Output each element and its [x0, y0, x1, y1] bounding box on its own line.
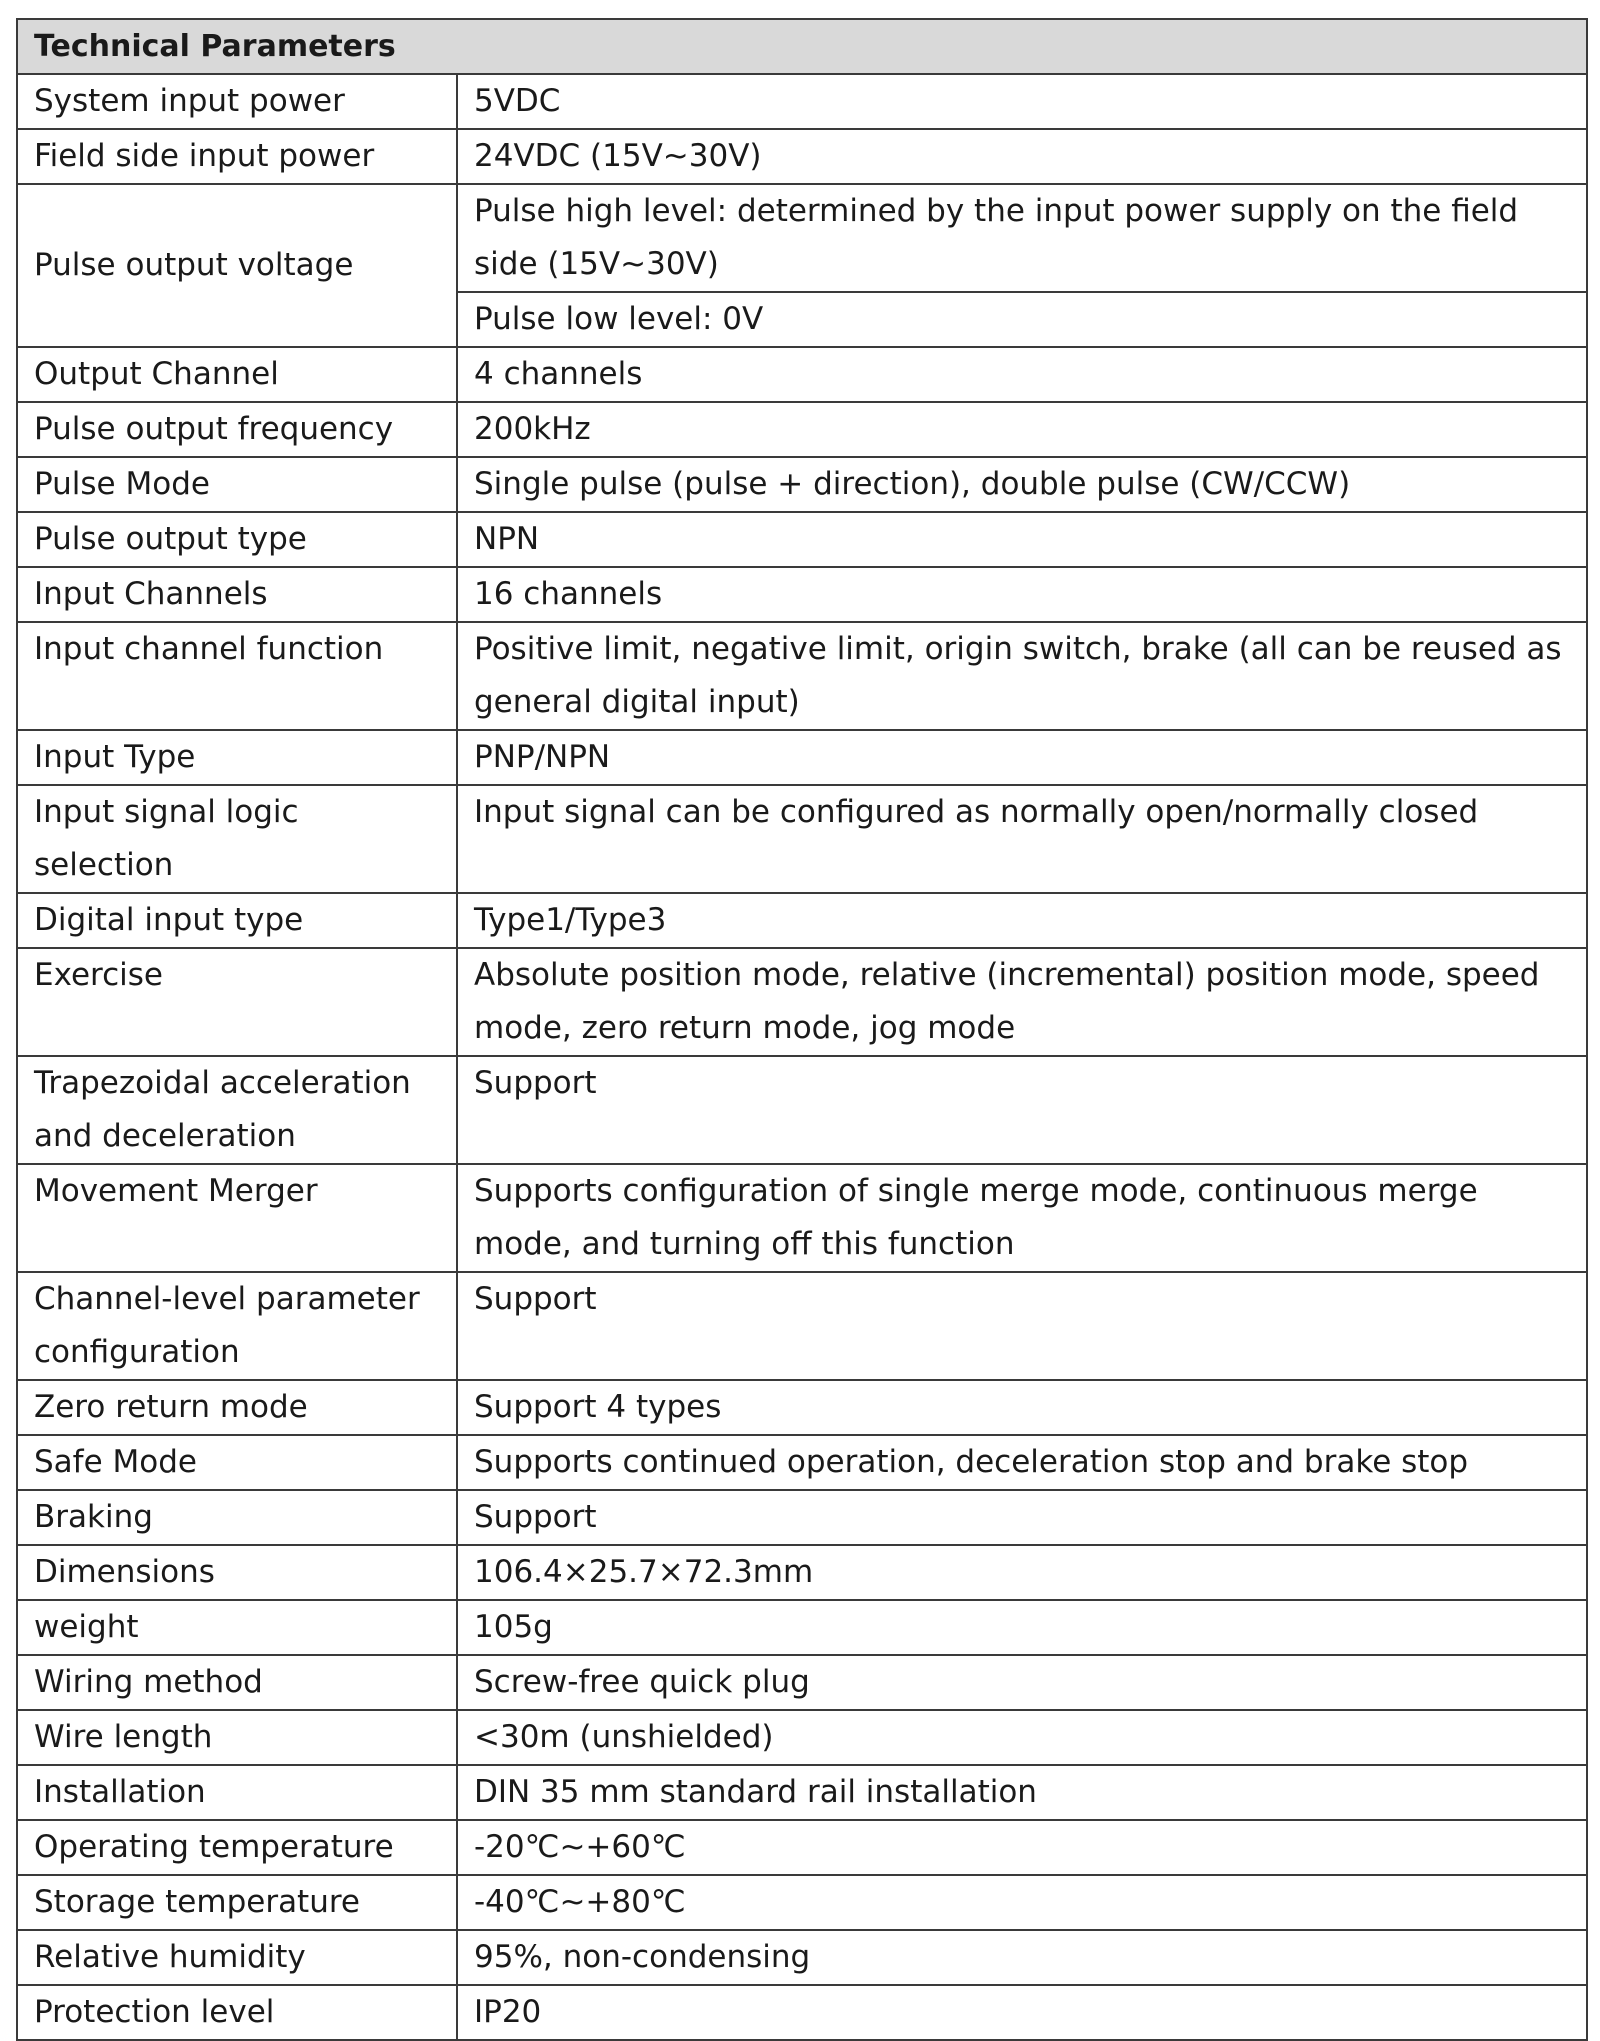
table-row: [17, 948, 1587, 1056]
param-name: Channel-level parameter configuration: [17, 1272, 457, 1380]
table-row: [17, 347, 1587, 402]
param-name: Safe Mode: [17, 1435, 457, 1490]
param-value: NPN: [457, 512, 1587, 567]
param-name: Digital input type: [17, 893, 457, 948]
param-value: Support 4 types: [457, 1380, 1587, 1435]
param-name: Output Channel: [17, 347, 457, 402]
param-name: Operating temperature: [17, 1820, 457, 1875]
table-row: [17, 1380, 1587, 1435]
param-name: Relative humidity: [17, 1930, 457, 1985]
table-title: Technical Parameters: [17, 19, 1587, 74]
table-header-row: [17, 19, 1587, 74]
table-row: [17, 1545, 1587, 1600]
param-name: Movement Merger: [17, 1164, 457, 1272]
table-row: [17, 1164, 1587, 1272]
param-value: Supports continued operation, deceleration stop and brake stop: [457, 1435, 1587, 1490]
param-value: Support: [457, 1490, 1587, 1545]
param-value: Single pulse (pulse + direction), double pulse (CW/CCW): [457, 457, 1587, 512]
param-value: 95%, non-condensing: [457, 1930, 1587, 1985]
param-value: Pulse low level: 0V: [457, 292, 1587, 347]
param-value: Screw-free quick plug: [457, 1655, 1587, 1710]
table-row: [17, 129, 1587, 184]
param-name: Pulse output frequency: [17, 402, 457, 457]
param-value: 16 channels: [457, 567, 1587, 622]
table-row: [17, 1765, 1587, 1820]
param-name: Dimensions: [17, 1545, 457, 1600]
param-value: 105g: [457, 1600, 1587, 1655]
table-row: [17, 512, 1587, 567]
param-value: Absolute position mode, relative (incremental) position mode, speed mode, zero return mode, jog mode: [457, 948, 1587, 1056]
table-row: [17, 74, 1587, 129]
table-row: [17, 1056, 1587, 1164]
param-name: Input Channels: [17, 567, 457, 622]
table-row: [17, 1272, 1587, 1380]
table-row: [17, 1600, 1587, 1655]
table-row: [17, 457, 1587, 512]
param-value: PNP/NPN: [457, 730, 1587, 785]
param-value: Pulse high level: determined by the input power supply on the field side (15V~30V): [457, 184, 1587, 292]
param-value: 5VDC: [457, 74, 1587, 129]
param-value: -20℃~+60℃: [457, 1820, 1587, 1875]
table-row: [17, 893, 1587, 948]
param-value: Support: [457, 1056, 1587, 1164]
table-row: [17, 622, 1587, 730]
param-name: Wire length: [17, 1710, 457, 1765]
param-value: DIN 35 mm standard rail installation: [457, 1765, 1587, 1820]
table-row: [17, 1875, 1587, 1930]
param-name: Exercise: [17, 948, 457, 1056]
param-name: Wiring method: [17, 1655, 457, 1710]
param-value: IP20: [457, 1985, 1587, 2040]
table-row: [17, 1710, 1587, 1765]
param-value: <30m (unshielded): [457, 1710, 1587, 1765]
table-row: [17, 567, 1587, 622]
param-value: Supports configuration of single merge mode, continuous merge mode, and turning off this function: [457, 1164, 1587, 1272]
param-value: 24VDC (15V~30V): [457, 129, 1587, 184]
table-row: [17, 730, 1587, 785]
param-value: 106.4×25.7×72.3mm: [457, 1545, 1587, 1600]
table-row: [17, 785, 1587, 893]
table-row: [17, 1820, 1587, 1875]
param-name: Zero return mode: [17, 1380, 457, 1435]
param-name: weight: [17, 1600, 457, 1655]
param-name: Input signal logic selection: [17, 785, 457, 893]
param-value: Positive limit, negative limit, origin switch, brake (all can be reused as general digital input): [457, 622, 1587, 730]
table-row: [17, 1655, 1587, 1710]
param-name: Pulse Mode: [17, 457, 457, 512]
param-value: Type1/Type3: [457, 893, 1587, 948]
param-value: 200kHz: [457, 402, 1587, 457]
param-name: Braking: [17, 1490, 457, 1545]
param-value: 4 channels: [457, 347, 1587, 402]
table-row: [17, 1490, 1587, 1545]
param-name: Trapezoidal acceleration and deceleration: [17, 1056, 457, 1164]
table-row: [17, 1985, 1587, 2040]
param-name: Protection level: [17, 1985, 457, 2040]
param-value: Input signal can be configured as normally open/normally closed: [457, 785, 1587, 893]
param-name: Input Type: [17, 730, 457, 785]
table-row: [17, 402, 1587, 457]
table-row: [17, 1435, 1587, 1490]
param-name: Input channel function: [17, 622, 457, 730]
table-row: [17, 1930, 1587, 1985]
param-name: Field side input power: [17, 129, 457, 184]
param-name: System input power: [17, 74, 457, 129]
param-name: Installation: [17, 1765, 457, 1820]
param-name: Storage temperature: [17, 1875, 457, 1930]
table-row: [17, 184, 1587, 292]
param-value: -40℃~+80℃: [457, 1875, 1587, 1930]
technical-parameters-table: [16, 18, 1588, 2041]
param-value: Support: [457, 1272, 1587, 1380]
param-name: Pulse output voltage: [17, 184, 457, 347]
param-name: Pulse output type: [17, 512, 457, 567]
